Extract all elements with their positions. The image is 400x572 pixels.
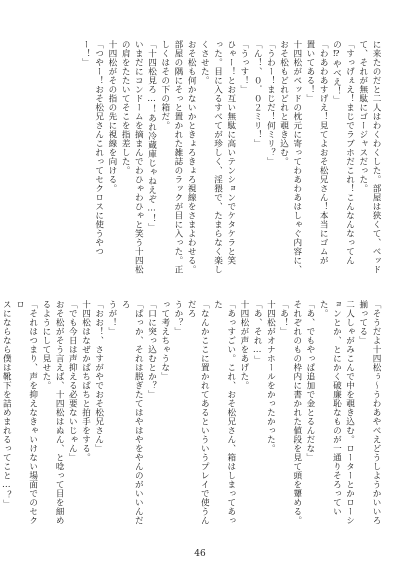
text-line: 十四松がその指の先に視線を向ける。 — [106, 40, 117, 193]
text-line: ひゃー！とお互い無駄に高いテンションでケタケラと笑 — [225, 40, 236, 265]
text-line: 「うわー！まじだ！何ミリ？」 — [265, 40, 276, 166]
text-line: うが！」 — [106, 300, 117, 336]
text-line: おそ松も何かないかときょろきょろ視線をさまよわせる。 — [186, 40, 197, 274]
text-line: 十四松がベッドの枕元に寄ってわあわあはしゃぐ内容に、 — [291, 40, 302, 274]
text-line: 「ぱっか、それは脱ぎたてはやはやをやんのがいいんだろ — [120, 300, 144, 525]
lower-text-block — [1, 300, 382, 528]
text-line: うか？」 — [172, 300, 183, 336]
text-line: いまだにコンドームを摘まんでわひゃわひゃと笑う十四松 — [133, 40, 144, 274]
text-line: 「すっげぇえ！まじでラブホだこれ！こんなんなってん — [344, 40, 355, 265]
text-line: 「うっす！」 — [238, 40, 249, 94]
text-line: 十四松がオナホールをかったかった。 — [265, 300, 276, 453]
text-line: の肩をたたいてそこを指差した。 — [120, 40, 131, 175]
text-line: って考えちゃうな」 — [159, 300, 170, 381]
text-line: 部屋の隅にそっと置かれた雑誌のラックが目に入った。正 — [172, 40, 183, 274]
text-line: に来たのだと二人はわくわくした。部屋は狭くて、ベッド — [371, 40, 381, 274]
text-line: 二人しゃがみこんで中を覗き込む。ローターとかローシ — [344, 300, 355, 525]
text-line: 揃ってる」 — [357, 300, 368, 345]
text-line: 「つやー！おそ松兄さんこれってセクロスに使うやつー！」 — [80, 40, 104, 256]
text-line: くさせた。 — [199, 40, 210, 85]
text-line: 置いてある！」 — [304, 40, 315, 103]
text-line: 「でも今日は声抑える必要ないじゃん」 — [67, 300, 78, 462]
text-line: それぞれのもの枠内に書かれた値段を見て頭を顰める。 — [291, 300, 302, 525]
text-line: 「おお！、さすがやでおそ松兄さん」 — [93, 300, 104, 453]
text-line: 「そうだよ十四松ぅ〜うわあやべえどうしようかいいろ — [371, 300, 381, 525]
text-line: 「あ、それ…」 — [252, 300, 263, 365]
text-line: て、それが無駄にゴージャスだった。 — [357, 40, 368, 193]
page-number: 46 — [194, 549, 206, 559]
text-line: るようにして見せた。 — [40, 300, 51, 390]
text-line: 十四松が声をあげた。 — [238, 300, 249, 390]
text-line: しくはその下の箱だ。 — [159, 40, 170, 130]
text-line: 「なんかここに置かれてあるといういうプレイで使うんだろ — [186, 300, 210, 525]
text-line: スにならなら僕は靴下を詰めまれるってこと…？」 — [1, 300, 12, 509]
text-line: 「あ！」 — [278, 300, 289, 336]
text-line: おそ松もどれどれと覗き込む。 — [278, 40, 289, 166]
text-line: 「あ、でもやっぱ追加で金とるんだな」 — [304, 300, 315, 462]
text-line: ョンとか、とにかく破廉恥なものが一通りそろっていた。 — [318, 300, 342, 516]
text-line: 十四松はなぜかぱちぱちと拍手をする。 — [80, 300, 91, 462]
text-line: 「口に突っ込むとか？」 — [146, 300, 157, 399]
text-line: 「あっすごい。これ、おそ松兄さん、箱はしまってあった — [212, 300, 236, 525]
text-line: 「十四松見ろ…！あれ冷蔵庫じゃねえぞ…！」 — [146, 40, 157, 232]
upper-text-block — [20, 40, 382, 278]
text-line: 「それはつまり、声を抑えなきゃいけない場面でのセクロ — [14, 300, 38, 525]
text-line: の⁉やべえ！」 — [331, 40, 342, 105]
text-line: おそ松がそう言えば、十四松はぬん、と唸って目を細め — [54, 300, 65, 525]
text-line: 「ん！、０．０２ミリ！」 — [252, 40, 263, 148]
text-line: った。目に入るすべてが珍しく、淫猥で、たまらなく楽し — [212, 40, 223, 274]
text-line: 「わあわあすげえ！見てよおそ松兄さん！本当にゴムが — [318, 40, 329, 265]
